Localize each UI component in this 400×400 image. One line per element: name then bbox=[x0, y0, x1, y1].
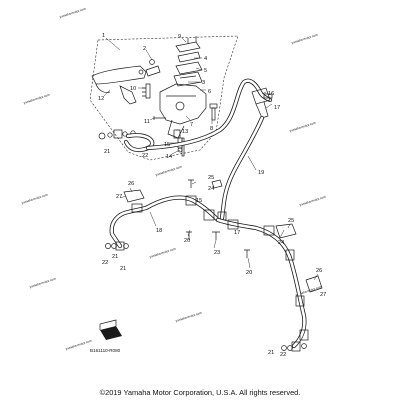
callout-10: 10 bbox=[130, 86, 137, 92]
reference-block bbox=[100, 320, 122, 340]
diagram-code: B161110-R080 bbox=[90, 348, 121, 353]
callout-4: 4 bbox=[204, 56, 208, 62]
callout-22c: 22 bbox=[280, 352, 287, 358]
callout-21c: 21 bbox=[268, 350, 275, 356]
watermark: yamaha-motor.com bbox=[175, 310, 203, 323]
watermark: yamaha-motor.com bbox=[291, 32, 319, 45]
callout-5: 5 bbox=[204, 68, 208, 74]
callout-15: 15 bbox=[164, 142, 171, 148]
callout-9: 9 bbox=[178, 34, 182, 40]
callout-8: 8 bbox=[210, 126, 214, 132]
callout-17b: 17 bbox=[234, 230, 241, 236]
callout-20: 20 bbox=[184, 238, 191, 244]
callout-18: 18 bbox=[156, 228, 163, 234]
watermark: yamaha-motor.com bbox=[155, 164, 183, 177]
watermark: yamaha-motor.com bbox=[59, 6, 87, 19]
callout-13: 13 bbox=[182, 129, 189, 135]
watermarks bbox=[21, 7, 327, 351]
callout-23: 23 bbox=[214, 250, 221, 256]
callout-6: 6 bbox=[208, 89, 212, 95]
copyright-notice: ©2019 Yamaha Motor Corporation, U.S.A. All rights reserved. bbox=[99, 388, 301, 397]
callout-1: 1 bbox=[102, 33, 106, 39]
callout-24: 24 bbox=[208, 186, 215, 192]
callout-2: 2 bbox=[143, 46, 147, 52]
callout-3: 3 bbox=[202, 80, 206, 86]
reservoir-cap-parts bbox=[174, 36, 202, 86]
callouts bbox=[98, 33, 326, 358]
callout-22: 22 bbox=[142, 153, 149, 159]
callout-25: 25 bbox=[208, 175, 215, 181]
callout-24b: 24 bbox=[278, 240, 285, 246]
callout-17: 17 bbox=[274, 105, 281, 111]
watermark: yamaha-motor.com bbox=[289, 120, 317, 133]
callout-12: 12 bbox=[98, 96, 105, 102]
callout-22b: 22 bbox=[102, 260, 109, 266]
callout-19: 19 bbox=[258, 170, 265, 176]
callout-21b: 21 bbox=[120, 266, 127, 272]
watermark: yamaha-motor.com bbox=[295, 284, 323, 297]
watermark: yamaha-motor.com bbox=[65, 338, 93, 351]
leader-lines bbox=[104, 38, 318, 280]
watermark: yamaha-motor.com bbox=[23, 92, 51, 105]
callout-26b: 26 bbox=[316, 268, 323, 274]
watermark: yamaha-motor.com bbox=[29, 276, 57, 289]
callout-20b: 20 bbox=[246, 270, 253, 276]
callout-15b: 15 bbox=[196, 198, 203, 204]
callout-21d: 21 bbox=[112, 254, 119, 260]
watermark: yamaha-motor.com bbox=[149, 246, 177, 259]
callout-11: 11 bbox=[144, 119, 150, 125]
callout-16: 16 bbox=[268, 91, 275, 97]
callout-21: 21 bbox=[104, 149, 111, 155]
callout-26: 26 bbox=[128, 181, 135, 187]
brake-hose-upper bbox=[126, 81, 270, 150]
callout-14: 14 bbox=[166, 154, 173, 160]
master-cylinder-kit bbox=[142, 60, 160, 98]
callout-25b: 25 bbox=[288, 218, 295, 224]
watermark: yamaha-motor.com bbox=[21, 192, 49, 205]
callout-7: 7 bbox=[190, 122, 194, 128]
callout-27b: 27 bbox=[320, 292, 327, 298]
watermark: yamaha-motor.com bbox=[299, 194, 327, 207]
callout-27: 27 bbox=[116, 194, 123, 200]
